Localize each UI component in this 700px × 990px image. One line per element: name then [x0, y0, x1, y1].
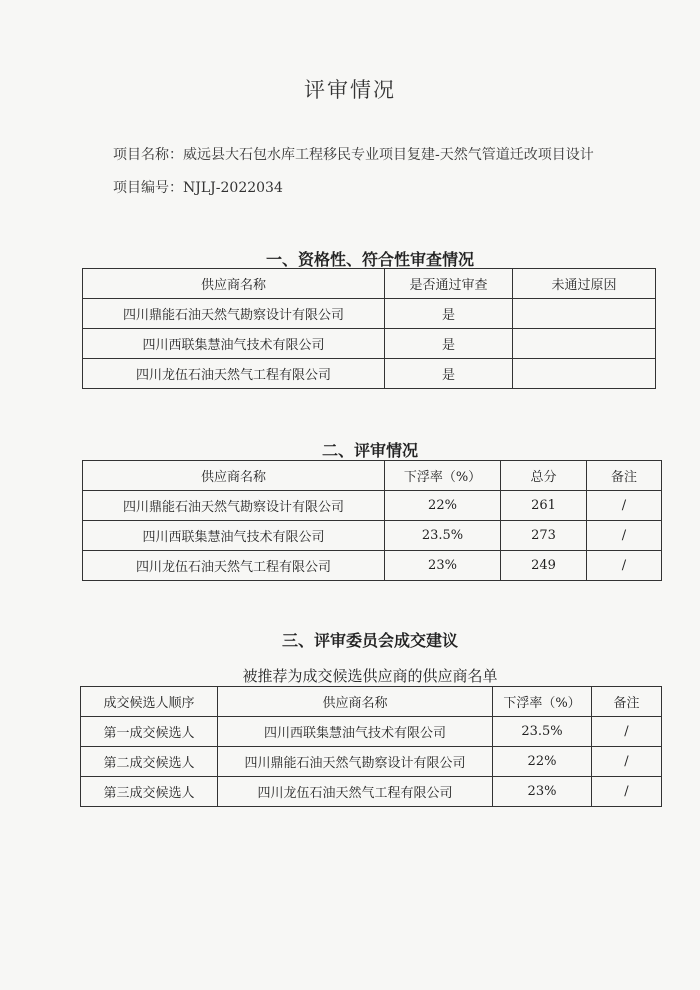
project-code-line — [113, 177, 283, 197]
recommendation-table — [80, 686, 662, 807]
remark-cell: / — [592, 747, 662, 777]
column-header: 供应商名称 — [218, 687, 493, 717]
table-row — [83, 551, 662, 581]
pass-cell: 是 — [385, 299, 513, 329]
remark-cell: / — [592, 777, 662, 807]
score-cell: 261 — [501, 491, 587, 521]
page-title: 评审情况 — [304, 78, 396, 102]
column-header: 下浮率（%） — [385, 461, 501, 491]
reason-cell — [513, 329, 656, 359]
section2-heading: 二、评审情况 — [321, 441, 418, 460]
evaluation-table — [82, 460, 662, 581]
discount-cell: 23.5% — [493, 717, 592, 747]
supplier-cell: 四川西联集慧油气技术有限公司 — [83, 521, 385, 551]
supplier-cell: 四川鼎能石油天然气勘察设计有限公司 — [218, 747, 493, 777]
remark-cell: / — [587, 491, 662, 521]
supplier-cell: 四川龙伍石油天然气工程有限公司 — [218, 777, 493, 807]
column-header: 备注 — [587, 461, 662, 491]
table-header-row — [83, 461, 662, 491]
project-name-line — [113, 144, 594, 164]
reason-cell — [513, 299, 656, 329]
discount-cell: 23% — [385, 551, 501, 581]
project-name-value: 威远县大石包水库工程移民专业项目复建-天然气管道迁改项目设计 — [183, 147, 594, 163]
table-row — [83, 521, 662, 551]
rank-cell: 第三成交候选人 — [81, 777, 218, 807]
discount-cell: 23.5% — [385, 521, 501, 551]
table-row — [83, 359, 656, 389]
supplier-cell: 四川龙伍石油天然气工程有限公司 — [83, 359, 385, 389]
rank-cell: 第一成交候选人 — [81, 717, 218, 747]
discount-cell: 22% — [385, 491, 501, 521]
rank-cell: 第二成交候选人 — [81, 747, 218, 777]
supplier-cell: 四川西联集慧油气技术有限公司 — [218, 717, 493, 747]
qualification-table — [82, 268, 656, 389]
remark-cell: / — [587, 521, 662, 551]
table-header-row — [81, 687, 662, 717]
table-row — [81, 717, 662, 747]
supplier-cell: 四川龙伍石油天然气工程有限公司 — [83, 551, 385, 581]
pass-cell: 是 — [385, 359, 513, 389]
project-code-label: 项目编号： — [113, 180, 183, 196]
recommendation-subheading: 被推荐为成交候选供应商的供应商名单 — [242, 667, 498, 685]
score-cell: 249 — [501, 551, 587, 581]
column-header: 成交候选人顺序 — [81, 687, 218, 717]
column-header: 备注 — [592, 687, 662, 717]
column-header: 是否通过审查 — [385, 269, 513, 299]
table-row — [83, 329, 656, 359]
pass-cell: 是 — [385, 329, 513, 359]
supplier-cell: 四川西联集慧油气技术有限公司 — [83, 329, 385, 359]
column-header: 供应商名称 — [83, 461, 385, 491]
remark-cell: / — [592, 717, 662, 747]
table-row — [83, 299, 656, 329]
score-cell: 273 — [501, 521, 587, 551]
discount-cell: 23% — [493, 777, 592, 807]
reason-cell — [513, 359, 656, 389]
project-code-value: NJLJ-2022034 — [183, 180, 283, 196]
column-header: 供应商名称 — [83, 269, 385, 299]
column-header: 总分 — [501, 461, 587, 491]
section3-heading: 三、评审委员会成交建议 — [281, 631, 458, 650]
supplier-cell: 四川鼎能石油天然气勘察设计有限公司 — [83, 299, 385, 329]
column-header: 下浮率（%） — [493, 687, 592, 717]
column-header: 未通过原因 — [513, 269, 656, 299]
supplier-cell: 四川鼎能石油天然气勘察设计有限公司 — [83, 491, 385, 521]
remark-cell: / — [587, 551, 662, 581]
discount-cell: 22% — [493, 747, 592, 777]
project-name-label: 项目名称： — [113, 147, 183, 163]
table-row — [83, 491, 662, 521]
table-row — [81, 747, 662, 777]
table-row — [81, 777, 662, 807]
section1-heading: 一、资格性、符合性审查情况 — [265, 250, 474, 269]
table-header-row — [83, 269, 656, 299]
